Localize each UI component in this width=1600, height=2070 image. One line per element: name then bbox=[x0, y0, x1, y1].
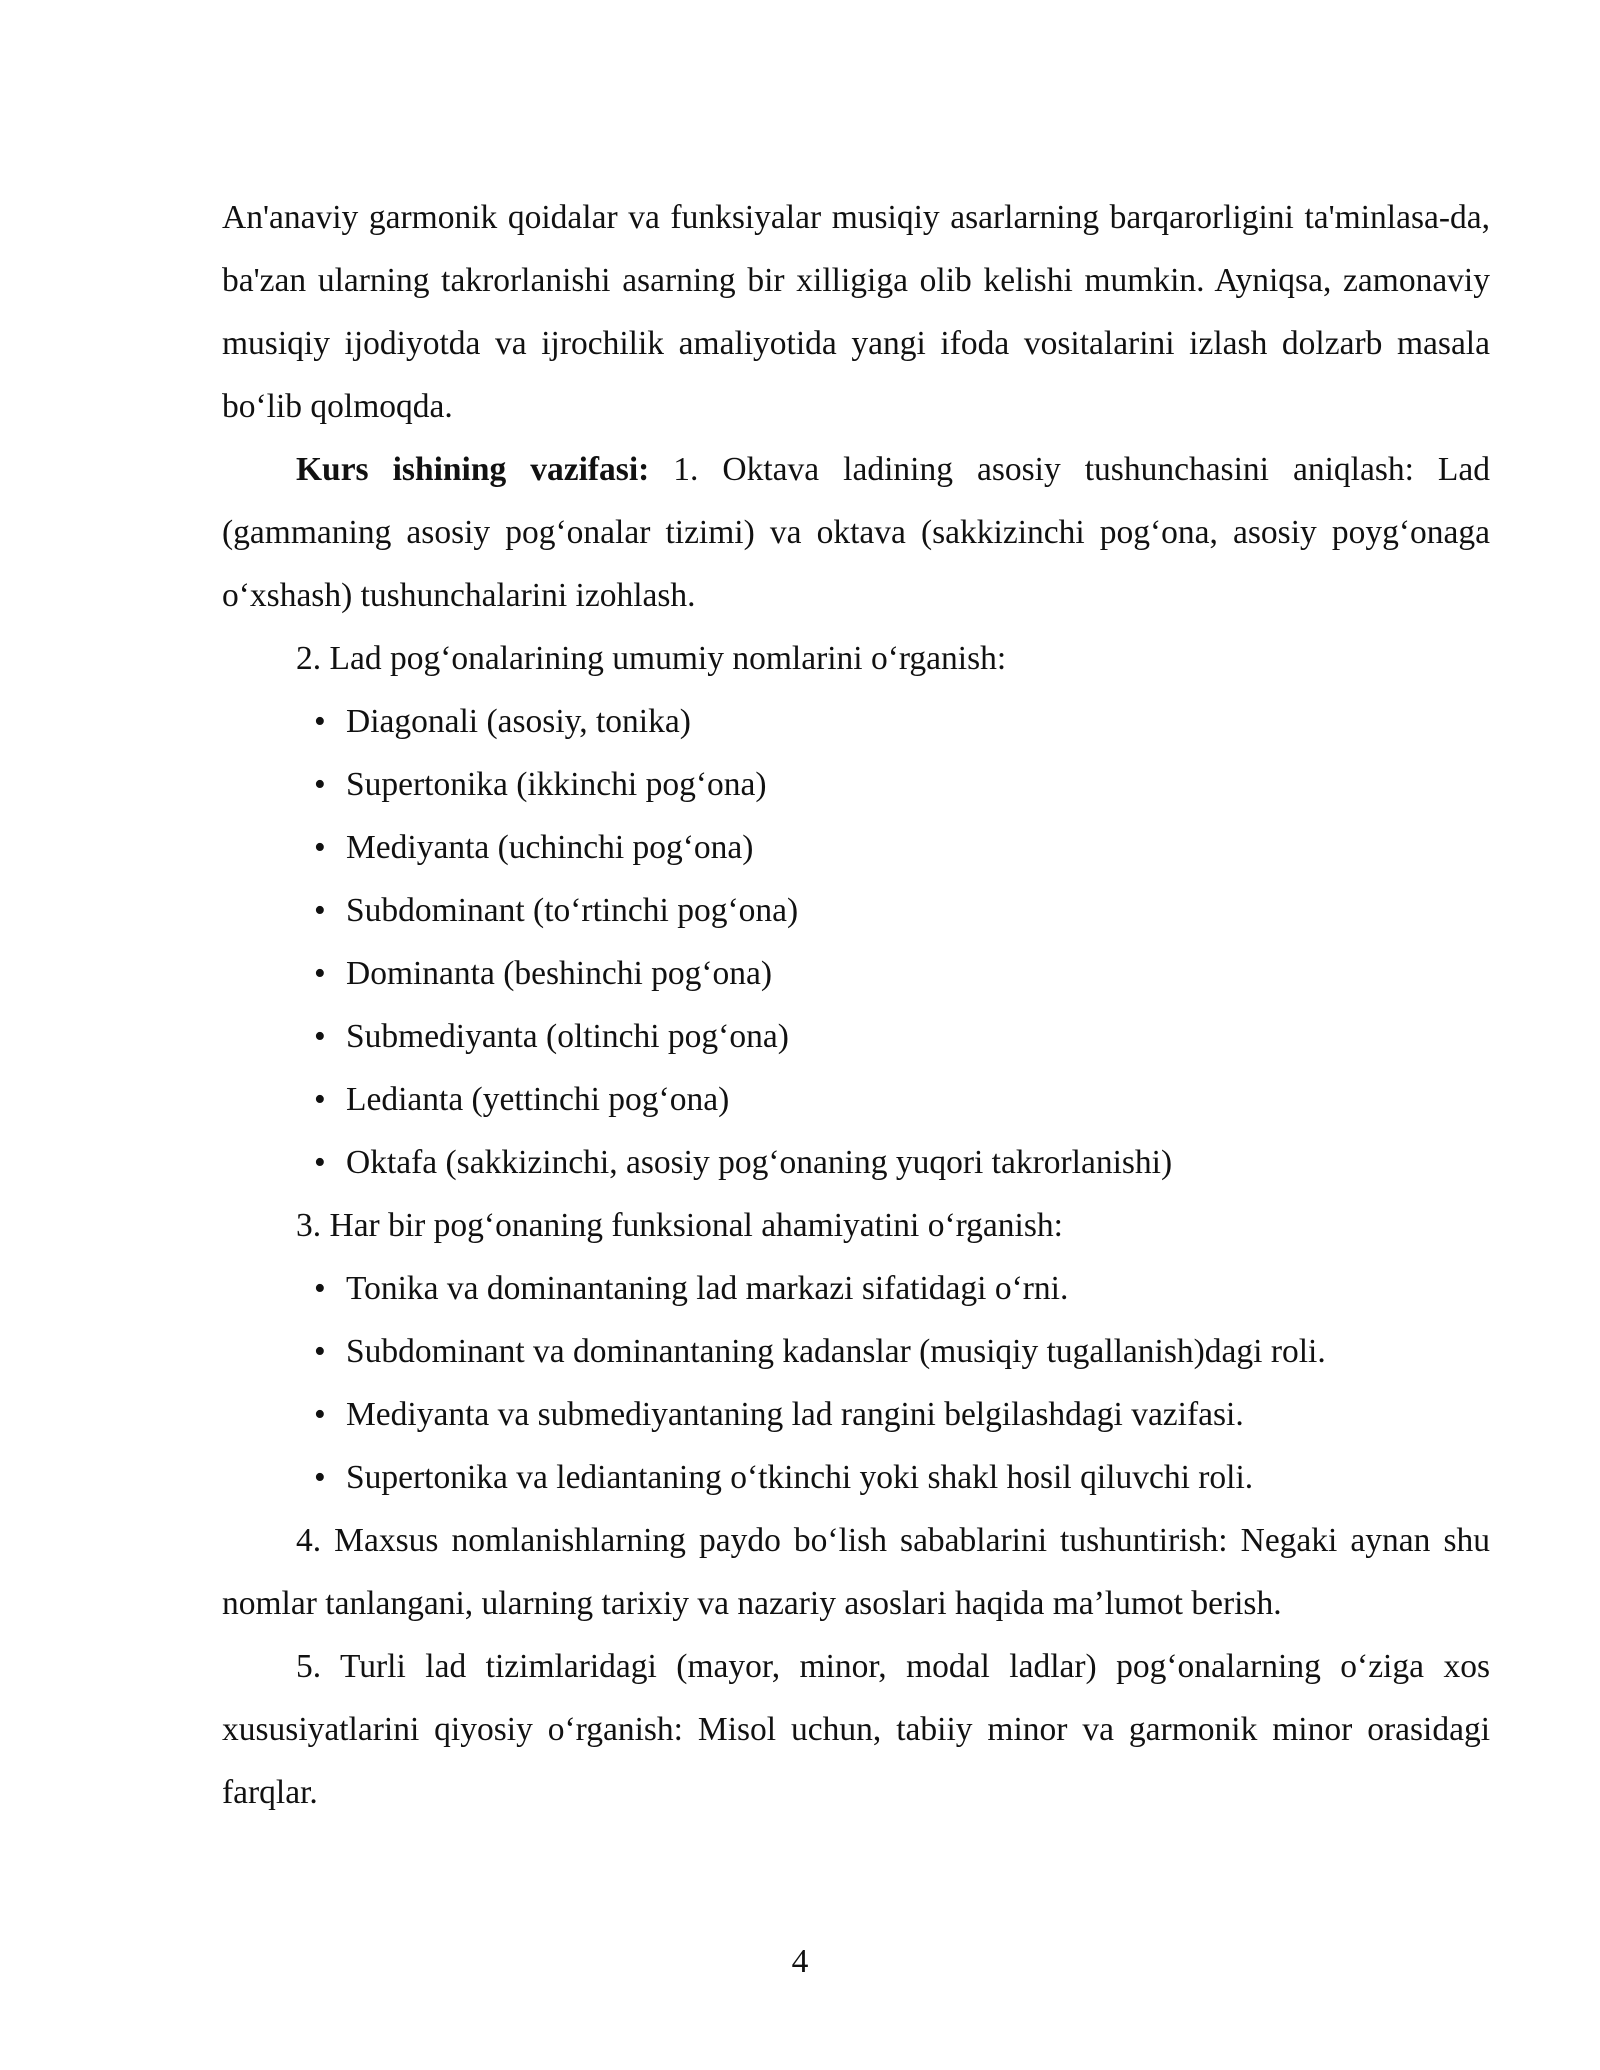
bullet-icon: • bbox=[314, 829, 326, 866]
list-item-text: Supertonika (ikkinchi pog‘ona) bbox=[346, 766, 767, 803]
bullet-icon: • bbox=[314, 1459, 326, 1496]
list-item-text: Tonika va dominantaning lad markazi sifatidagi o‘rni. bbox=[346, 1270, 1069, 1307]
task-item-5: 5. Turli lad tizimlaridagi (mayor, minor, modal ladlar) pog‘onalarning o‘ziga xos xususiyatlarini qiyosiy o‘rganish: Misol uchun, tabiiy minor va garmonik minor orasidagi farqlar. bbox=[222, 1648, 1490, 1811]
task-item-3: 3. Har bir pog‘onaning funksional ahamiyatini o‘rganish: bbox=[296, 1207, 1063, 1244]
task-item-2: 2. Lad pog‘onalarining umumiy nomlarini o‘rganish: bbox=[296, 640, 1007, 677]
functions-list bbox=[222, 1257, 1490, 1509]
list-item bbox=[222, 1383, 1490, 1446]
list-item-text: Oktafa (sakkizinchi, asosiy pog‘onaning yuqori takrorlanishi) bbox=[346, 1144, 1173, 1181]
list-item bbox=[222, 690, 1490, 753]
bullet-icon: • bbox=[314, 1018, 326, 1055]
list-item bbox=[222, 1446, 1490, 1509]
task-item-4: 4. Maxsus nomlanishlarning paydo bo‘lish sabablarini tushuntirish: Negaki aynan shu nomlar tanlangani, ularning tarixiy va nazariy asoslari haqida ma’lumot berish. bbox=[222, 1522, 1490, 1622]
page-body bbox=[222, 186, 1490, 1824]
list-item bbox=[222, 753, 1490, 816]
list-item-text: Supertonika va lediantaning o‘tkinchi yoki shakl hosil qiluvchi roli. bbox=[346, 1459, 1254, 1496]
list-item-text: Diagonali (asosiy, tonika) bbox=[346, 703, 691, 740]
page-number: 4 bbox=[791, 1943, 809, 1980]
bullet-icon: • bbox=[314, 1270, 326, 1307]
degree-names-list bbox=[222, 690, 1490, 1194]
intro-paragraph: An'anaviy garmonik qoidalar va funksiyalar musiqiy asarlarning barqarorligini ta'minlasa-da, ba'zan ularning takrorlanishi asarning bir xilligiga olib kelishi mumkin. Ayniqsa, zamonaviy musiqiy ijodiyotda va ijrochilik amaliyotida yangi ifoda vositalarini izlash dolzarb masala bo‘lib qolmoqda. bbox=[222, 199, 1490, 425]
bullet-icon: • bbox=[314, 1144, 326, 1181]
bullet-icon: • bbox=[314, 892, 326, 929]
list-item-text: Dominanta (beshinchi pog‘ona) bbox=[346, 955, 773, 992]
bullet-icon: • bbox=[314, 955, 326, 992]
list-item-text: Mediyanta va submediyantaning lad rangini belgilashdagi vazifasi. bbox=[346, 1396, 1244, 1433]
bullet-icon: • bbox=[314, 1081, 326, 1118]
list-item bbox=[222, 1131, 1490, 1194]
list-item bbox=[222, 1320, 1490, 1383]
bullet-icon: • bbox=[314, 703, 326, 740]
list-item bbox=[222, 1257, 1490, 1320]
list-item-text: Ledianta (yettinchi pog‘ona) bbox=[346, 1081, 730, 1118]
task-item-1: 1. Oktava ladining asosiy tushunchasini aniqlash: Lad (gammaning asosiy pog‘onalar tizimi) va oktava (sakkizinchi pog‘ona, asosiy poyg‘onaga o‘xshash) tushunchalarini izohlash. bbox=[222, 451, 1490, 614]
list-item-text: Submediyanta (oltinchi pog‘ona) bbox=[346, 1018, 789, 1055]
bullet-icon: • bbox=[314, 766, 326, 803]
list-item-text: Subdominant (to‘rtinchi pog‘ona) bbox=[346, 892, 799, 929]
bullet-icon: • bbox=[314, 1333, 326, 1370]
bullet-icon: • bbox=[314, 1396, 326, 1433]
list-item bbox=[222, 1068, 1490, 1131]
list-item bbox=[222, 879, 1490, 942]
task-paragraph bbox=[222, 438, 1490, 627]
list-item bbox=[222, 942, 1490, 1005]
list-item-text: Subdominant va dominantaning kadanslar (musiqiy tugallanish)dagi roli. bbox=[346, 1333, 1326, 1370]
list-item-text: Mediyanta (uchinchi pog‘ona) bbox=[346, 829, 754, 866]
list-item bbox=[222, 1005, 1490, 1068]
task-heading: Kurs ishining vazifasi: bbox=[296, 451, 650, 488]
list-item bbox=[222, 816, 1490, 879]
